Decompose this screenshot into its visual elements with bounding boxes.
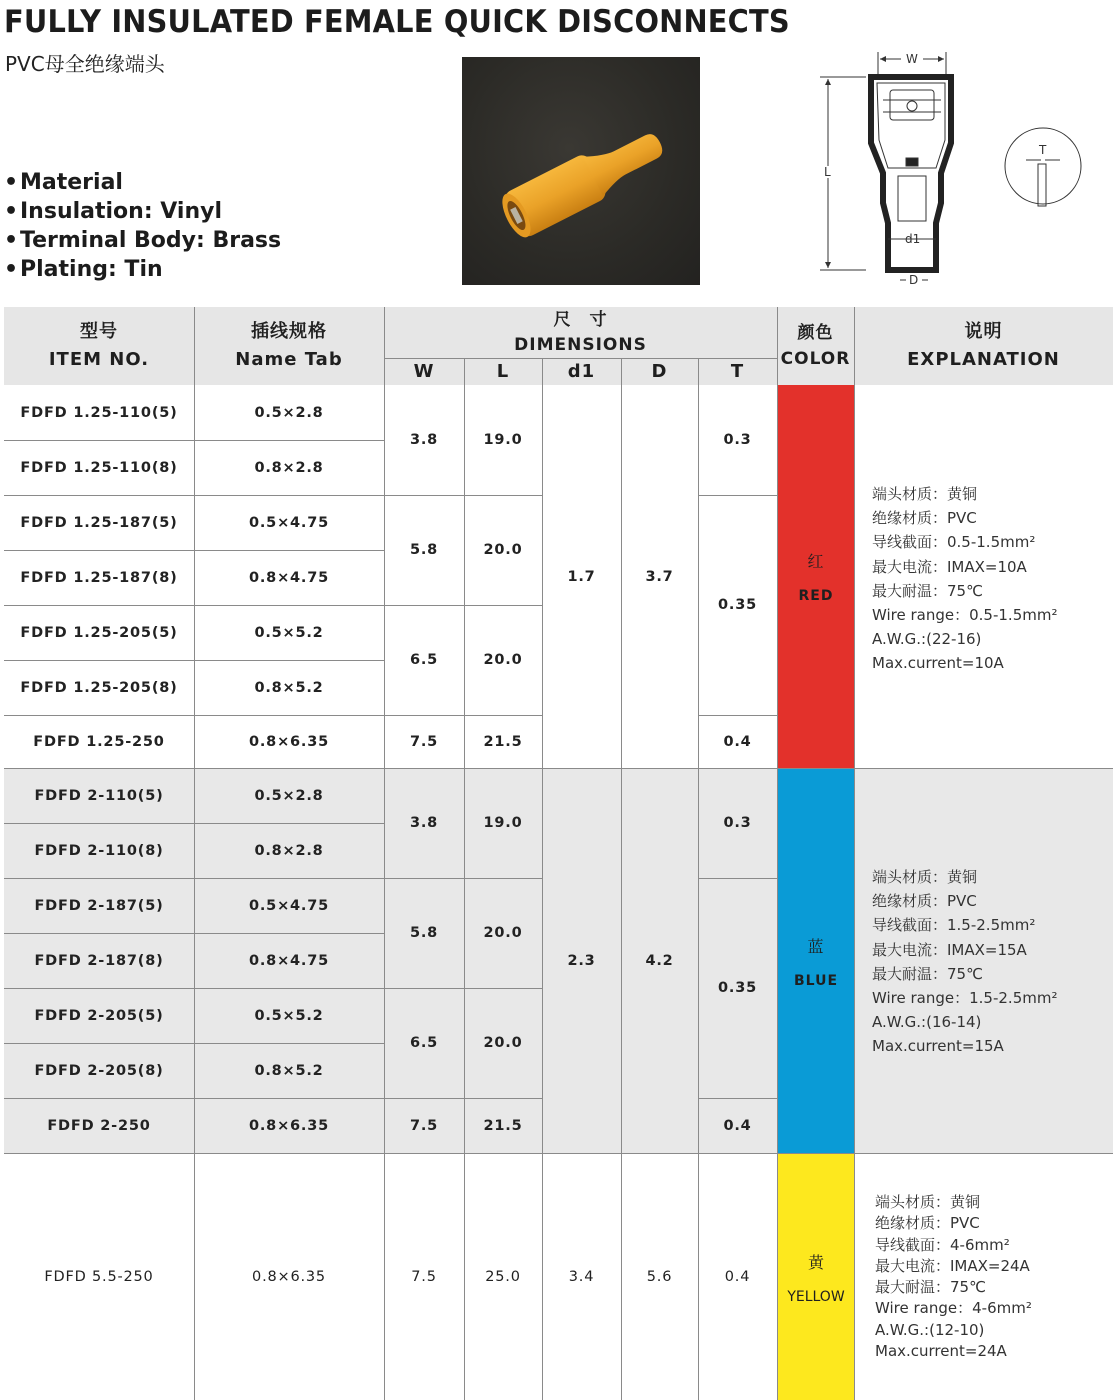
l-cell: 19.0: [483, 815, 523, 831]
feature-list: [4, 168, 281, 284]
diagram-label-w: W: [906, 52, 918, 66]
item-no-cell: FDFD 1.25-187(8): [20, 569, 178, 586]
color-swatch-yellow: 黄 YELLOW: [778, 1154, 854, 1400]
name-tab-cell: 0.8×2.8: [254, 842, 324, 859]
bullet-icon: •: [4, 170, 19, 195]
item-no-cell: FDFD 2-250: [47, 1117, 151, 1134]
item-no-cell: FDFD 1.25-110(8): [20, 459, 178, 476]
l-cell: 19.0: [483, 432, 523, 448]
d-cell: 4.2: [645, 952, 674, 969]
header-d1: d1: [567, 360, 596, 382]
header-d: D: [651, 360, 668, 382]
d1-cell: 1.7: [567, 568, 596, 585]
header-t: T: [730, 360, 745, 382]
diagram-label-l: L: [824, 165, 831, 179]
product-photo: [462, 57, 700, 285]
t-cell: 0.3: [723, 815, 752, 831]
explanation-yellow: 端头材质：黄铜 绝缘材质：PVC 导线截面：4-6mm² 最大电流：IMAX=24A 最大耐温：75℃ Wire range：4-6mm² A.W.G.:(12-10) Max.current=24A: [875, 1193, 1032, 1361]
d-cell: 3.7: [645, 568, 674, 585]
t-cell: 0.4: [723, 733, 752, 750]
item-no-cell: FDFD 1.25-205(8): [20, 679, 178, 696]
name-tab-cell: 0.8×6.35: [248, 733, 329, 750]
explanation-red: 端头材质：黄铜 绝缘材质：PVC 导线截面：0.5-1.5mm² 最大电流：IMAX=10A 最大耐温：75℃ Wire range：0.5-1.5mm² A.W.G.:(22-16) Max.current=10A: [872, 485, 1058, 673]
d1-cell: 2.3: [567, 952, 596, 969]
l-cell: 20.0: [483, 925, 523, 941]
bullet-icon: •: [4, 257, 19, 282]
feature-item: •Plating: Tin: [4, 257, 163, 282]
item-no-cell: FDFD 2-187(8): [34, 952, 164, 969]
name-tab-cell: 0.8×2.8: [254, 459, 324, 476]
header-color: 颜色 COLOR: [780, 323, 851, 369]
w-cell: 5.8: [409, 542, 439, 558]
name-tab-cell: 0.5×5.2: [254, 1007, 324, 1024]
t-cell: 0.4: [723, 1117, 752, 1134]
w-cell: 3.8: [409, 432, 439, 448]
header-explanation: 说明 EXPLANATION: [907, 321, 1060, 370]
name-tab-cell: 0.5×2.8: [254, 404, 324, 421]
item-no-cell: FDFD 2-205(8): [34, 1062, 164, 1079]
feature-item: •Insulation: Vinyl: [4, 199, 223, 224]
t-cell: 0.35: [718, 980, 757, 996]
l-cell: 21.5: [483, 733, 523, 750]
color-swatch-red: 红 RED: [778, 385, 854, 768]
page-subtitle: PVC母全绝缘端头: [5, 52, 165, 76]
feature-item: •Material: [4, 170, 123, 195]
item-no-cell: FDFD 5.5-250: [44, 1268, 154, 1285]
terminal-drawing-icon: [808, 48, 1108, 293]
header-item-no: 型号 ITEM NO.: [48, 321, 150, 370]
item-no-cell: FDFD 2-110(8): [34, 842, 164, 859]
name-tab-cell: 0.8×6.35: [248, 1117, 329, 1134]
item-no-cell: FDFD 2-205(5): [34, 1007, 164, 1024]
name-tab-cell: 0.8×5.2: [254, 1062, 324, 1079]
diagram-label-d1: d1: [905, 232, 921, 246]
header-w: W: [413, 360, 435, 382]
header-l: L: [496, 360, 510, 382]
w-cell: 7.5: [409, 1117, 439, 1134]
header-name-tab: 插线规格 Name Tab: [235, 321, 343, 370]
bullet-icon: •: [4, 228, 19, 253]
l-cell: 25.0: [485, 1268, 521, 1285]
color-swatch-blue: 蓝 BLUE: [778, 769, 854, 1153]
item-no-cell: FDFD 2-110(5): [34, 787, 164, 804]
name-tab-cell: 0.5×4.75: [248, 897, 329, 914]
l-cell: 20.0: [483, 1035, 523, 1051]
bullet-icon: •: [4, 199, 19, 224]
name-tab-cell: 0.8×4.75: [248, 569, 329, 586]
name-tab-cell: 0.5×4.75: [248, 514, 329, 531]
w-cell: 3.8: [409, 815, 439, 831]
l-cell: 20.0: [483, 652, 523, 668]
divider: [384, 358, 777, 359]
name-tab-cell: 0.8×6.35: [252, 1268, 326, 1285]
header-dimensions: 尺 寸 DIMENSIONS: [514, 309, 647, 355]
l-cell: 21.5: [483, 1117, 523, 1134]
w-cell: 7.5: [409, 733, 439, 750]
diagram-label-t: T: [1039, 143, 1047, 157]
item-no-cell: FDFD 1.25-187(5): [20, 514, 178, 531]
name-tab-cell: 0.5×5.2: [254, 624, 324, 641]
l-cell: 20.0: [483, 542, 523, 558]
w-cell: 7.5: [411, 1268, 437, 1285]
d-cell: 5.6: [646, 1268, 673, 1285]
t-cell: 0.35: [718, 597, 757, 613]
name-tab-cell: 0.8×4.75: [248, 952, 329, 969]
item-no-cell: FDFD 1.25-250: [33, 733, 165, 750]
item-no-cell: FDFD 1.25-205(5): [20, 624, 178, 641]
explanation-blue: 端头材质：黄铜 绝缘材质：PVC 导线截面：1.5-2.5mm² 最大电流：IMAX=15A 最大耐温：75℃ Wire range：1.5-2.5mm² A.W.G.:(16-14) Max.current=15A: [872, 868, 1058, 1056]
page-title: FULLY INSULATED FEMALE QUICK DISCONNECTS: [4, 4, 790, 40]
w-cell: 6.5: [409, 1035, 439, 1051]
name-tab-cell: 0.5×2.8: [254, 787, 324, 804]
terminal-photo-icon: [462, 57, 700, 285]
feature-item: •Terminal Body: Brass: [4, 228, 282, 253]
t-cell: 0.4: [724, 1268, 751, 1285]
w-cell: 5.8: [409, 925, 439, 941]
d1-cell: 3.4: [568, 1268, 595, 1285]
dimension-diagram: [808, 48, 1108, 293]
name-tab-cell: 0.8×5.2: [254, 679, 324, 696]
w-cell: 6.5: [409, 652, 439, 668]
t-cell: 0.3: [723, 432, 752, 448]
divider: [854, 307, 855, 1400]
item-no-cell: FDFD 1.25-110(5): [20, 404, 178, 421]
diagram-label-d: D: [909, 273, 919, 287]
item-no-cell: FDFD 2-187(5): [34, 897, 164, 914]
